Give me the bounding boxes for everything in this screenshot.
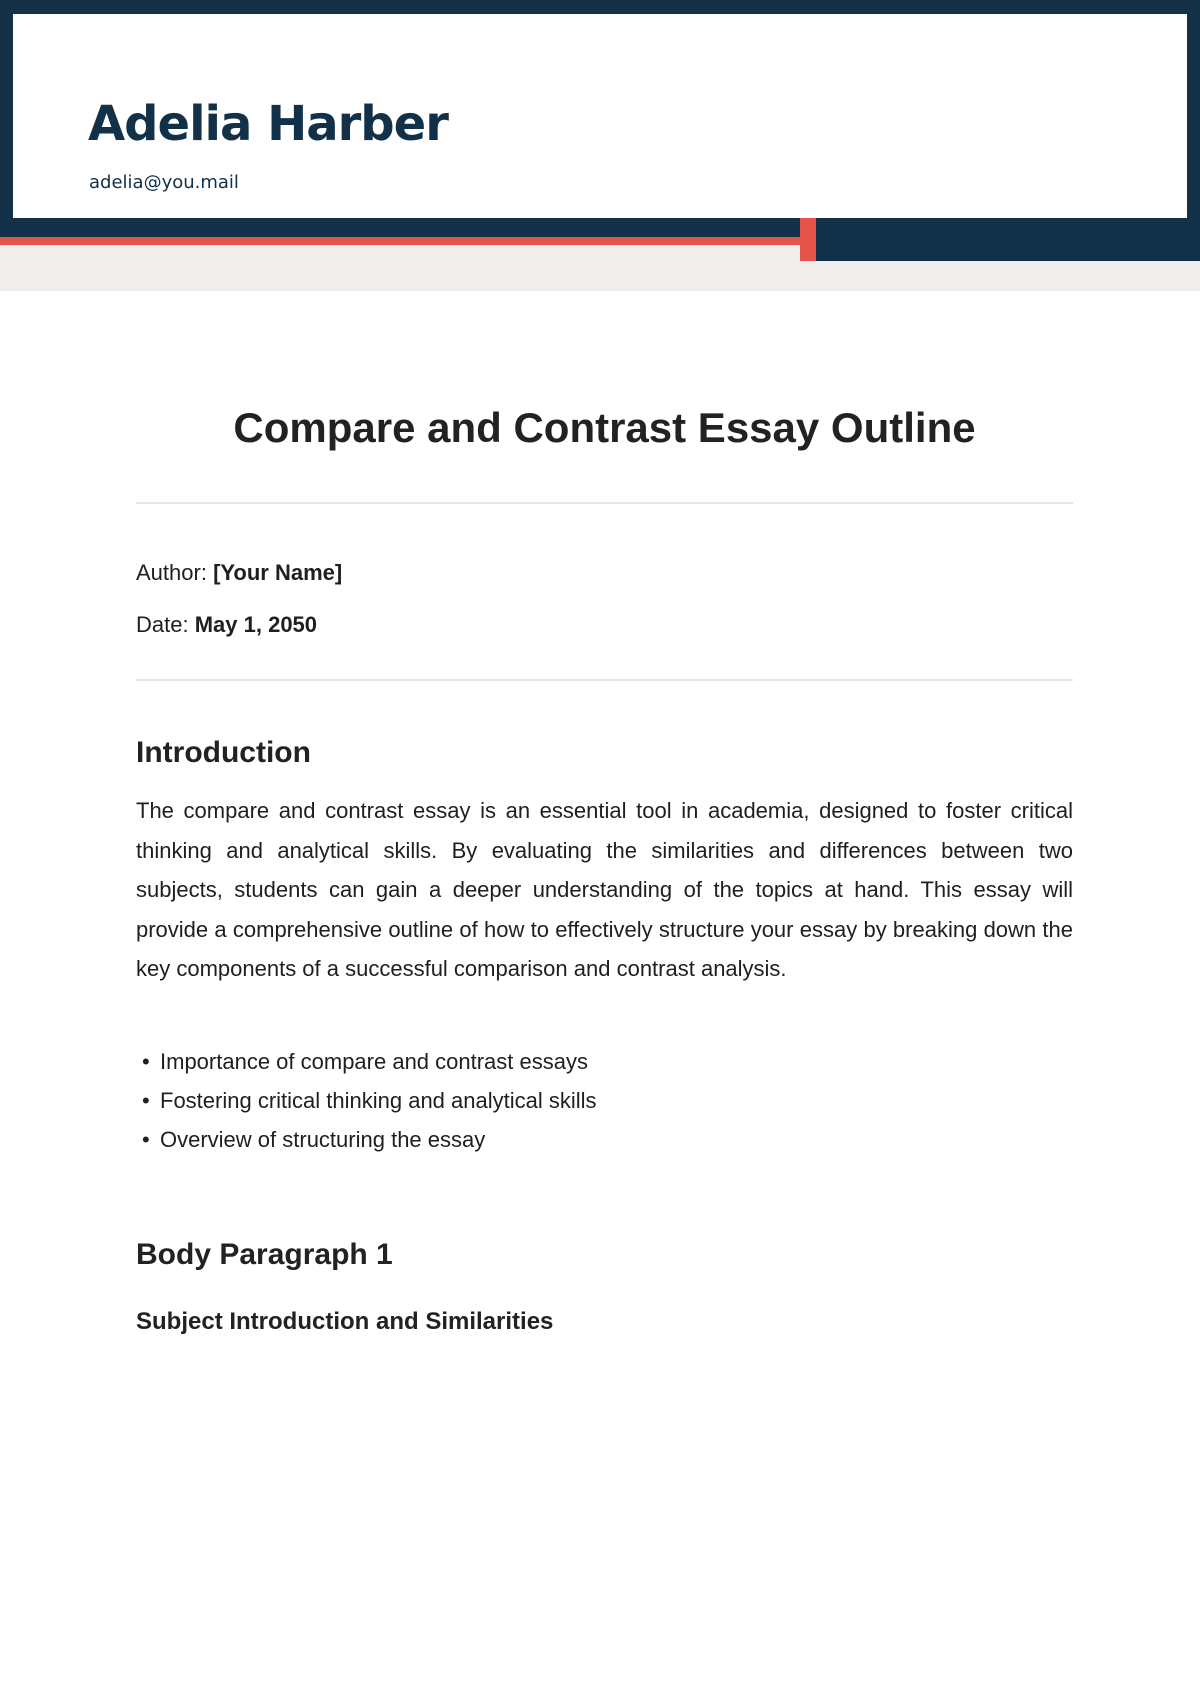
- author-row: [136, 558, 1073, 588]
- meta-divider: [136, 679, 1073, 681]
- title-divider: [136, 502, 1073, 504]
- document-title: Compare and Contrast Essay Outline: [233, 404, 976, 451]
- body-paragraph-1-heading: Body Paragraph 1: [136, 1237, 393, 1271]
- list-item: • Importance of compare and contrast essays: [136, 1042, 1073, 1081]
- author-name: Adelia Harber: [88, 96, 448, 152]
- date-row: [136, 610, 1073, 640]
- document-body: [136, 395, 1073, 1338]
- header-accent-marker: [800, 217, 816, 261]
- header-accent-block: [800, 217, 1200, 261]
- introduction-heading: Introduction: [136, 736, 311, 769]
- header-accent-line: [0, 237, 800, 245]
- introduction-bullet-list: [136, 1042, 1073, 1159]
- body-paragraph-1-section: [136, 1237, 1073, 1338]
- document-meta: [136, 558, 1073, 640]
- author-value: [Your Name]: [213, 560, 343, 585]
- list-item: • Overview of structuring the essay: [136, 1120, 1073, 1159]
- author-label: Author:: [136, 560, 207, 585]
- body-paragraph-1-subheading: Subject Introduction and Similarities: [136, 1307, 554, 1335]
- author-email: adelia@you.mail: [89, 172, 239, 193]
- introduction-paragraph: The compare and contrast essay is an essential tool in academia, designed to foster critical thinking and analytical skills. By evaluating the similarities and differences between two subjects, students can gain a deeper understanding of the topics at hand. This essay will provide a comprehensive outline of how to effectively structure your essay by breaking down the key components of a successful comparison and contrast analysis.: [136, 798, 1073, 981]
- date-label: Date:: [136, 612, 189, 637]
- list-item: • Fostering critical thinking and analytical skills: [136, 1081, 1073, 1120]
- date-value: May 1, 2050: [194, 612, 318, 637]
- introduction-section: [136, 735, 1073, 1159]
